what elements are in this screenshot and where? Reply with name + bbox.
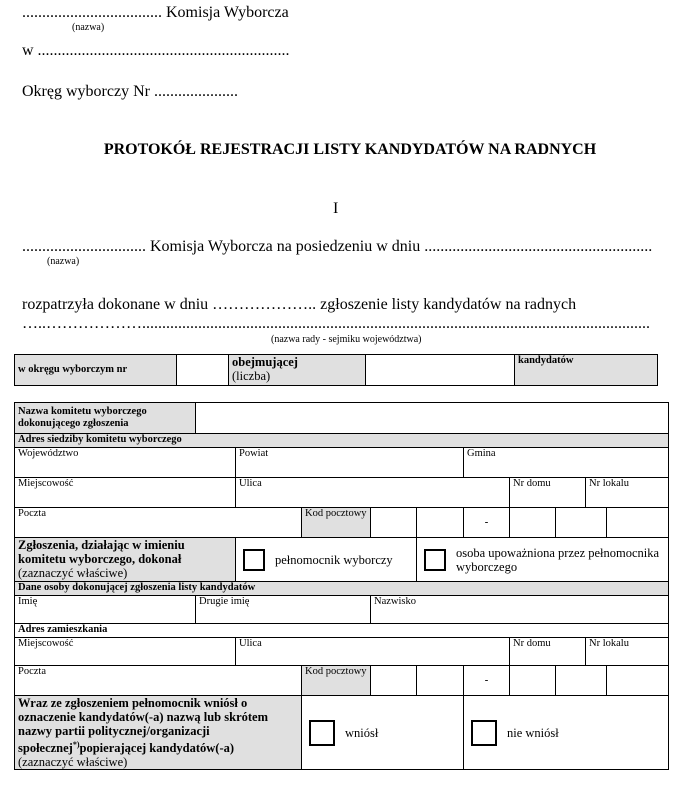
postal-code-digit-2[interactable] xyxy=(417,508,464,538)
dots-line: …..………………............................................................................................................................... xyxy=(22,315,650,332)
voivodeship-label: Województwo xyxy=(18,448,79,459)
first-name-label: Imię xyxy=(18,596,38,607)
residence-apartment-field[interactable] xyxy=(586,638,669,666)
proxy-option-label: pełnomocnik wyborczy xyxy=(275,552,393,567)
district-table xyxy=(14,354,658,386)
residence-locality-field[interactable] xyxy=(15,638,236,666)
committee-address-label: Adres siedziby komitetu wyborczego xyxy=(15,434,669,448)
not-requested-option-label: nie wniósł xyxy=(507,725,559,740)
house-number-label: Nr domu xyxy=(513,478,551,489)
authorized-option-label: osoba upoważniona przez pełnomocnika wyborczego xyxy=(456,545,660,574)
count-hint: (liczba) xyxy=(232,369,271,383)
option-proxy[interactable] xyxy=(236,538,417,582)
submitted-by-text: Zgłoszenia, działając w imieniu komitetu wyborczego, dokonał xyxy=(18,538,185,566)
postal-code-digit-3[interactable] xyxy=(510,508,556,538)
requested-option-label: wniósł xyxy=(345,725,379,740)
option-not-requested[interactable] xyxy=(464,696,669,770)
county-field[interactable] xyxy=(236,448,464,478)
location-line: w ............................................................... xyxy=(22,42,290,59)
second-name-field[interactable] xyxy=(196,596,371,624)
residence-postal-digit-1[interactable] xyxy=(371,666,417,696)
residence-street-label: Ulica xyxy=(239,638,262,649)
post-office-field[interactable] xyxy=(15,508,302,538)
residence-postal-digit-4[interactable] xyxy=(556,666,607,696)
residence-post-office-field[interactable] xyxy=(15,666,302,696)
apartment-number-field[interactable] xyxy=(586,478,669,508)
street-field[interactable] xyxy=(236,478,510,508)
candidates-count-label xyxy=(229,355,366,386)
option-authorized[interactable] xyxy=(417,538,669,582)
residence-label: Adres zamieszkania xyxy=(15,624,669,638)
residence-postal-dash: - xyxy=(464,666,510,696)
second-name-label: Drugie imię xyxy=(199,596,250,607)
committee-name-label: Nazwa komitetu wyborczego dokonującego zgłoszenia xyxy=(15,403,196,434)
mark-hint: (zaznaczyć właściwe) xyxy=(18,566,128,580)
option-requested[interactable] xyxy=(302,696,464,770)
locality-label: Miejscowość xyxy=(18,478,74,489)
locality-field[interactable] xyxy=(15,478,236,508)
first-name-field[interactable] xyxy=(15,596,196,624)
district-number-line: Okręg wyborczy Nr ..................... xyxy=(22,83,238,100)
covering-label: obejmującej xyxy=(232,355,298,369)
council-hint: (nazwa rady - sejmiku województwa) xyxy=(271,334,422,345)
residence-locality-label: Miejscowość xyxy=(18,638,74,649)
residence-house-number-label: Nr domu xyxy=(513,638,551,649)
postal-code-digit-5[interactable] xyxy=(607,508,669,538)
meeting-hint: (nazwa) xyxy=(47,256,80,267)
residence-postal-digit-2[interactable] xyxy=(417,666,464,696)
party-request-hint: (zaznaczyć właściwe) xyxy=(18,755,128,770)
residence-postal-code-label: Kod pocztowy xyxy=(302,666,371,696)
residence-house-number-field[interactable] xyxy=(510,638,586,666)
postal-code-digit-4[interactable] xyxy=(556,508,607,538)
municipality-label: Gmina xyxy=(467,448,496,459)
postal-code-digit-1[interactable] xyxy=(371,508,417,538)
submitted-by-label xyxy=(15,538,236,582)
residence-street-field[interactable] xyxy=(236,638,510,666)
considered-line: rozpatrzyła dokonane w dniu ……………….. zgłoszenie listy kandydatów na radnych xyxy=(22,296,577,313)
residence-postal-digit-5[interactable] xyxy=(607,666,669,696)
party-request-text-end: popierającej kandydatów(-a) xyxy=(79,741,235,756)
section-number: I xyxy=(333,200,339,217)
registration-form xyxy=(14,402,669,770)
county-label: Powiat xyxy=(239,448,269,459)
surname-label: Nazwisko xyxy=(374,596,416,607)
residence-postal-digit-3[interactable] xyxy=(510,666,556,696)
commission-name-line: ................................... Komisja Wyborcza xyxy=(22,4,289,21)
committee-name-field[interactable] xyxy=(196,403,669,434)
apartment-number-label: Nr lokalu xyxy=(589,478,629,489)
person-data-label: Dane osoby dokonującej zgłoszenia listy kandydatów xyxy=(15,582,669,596)
district-number-field[interactable] xyxy=(177,355,229,386)
district-number-label: w okręgu wyborczym nr xyxy=(15,355,177,386)
authorized-checkbox[interactable] xyxy=(424,549,446,571)
proxy-checkbox[interactable] xyxy=(243,549,265,571)
residence-apartment-label: Nr lokalu xyxy=(589,638,629,649)
party-request-text xyxy=(18,696,298,755)
postal-code-label: Kod pocztowy xyxy=(302,508,371,538)
page-title: PROTOKÓŁ REJESTRACJI LISTY KANDYDATÓW NA RADNYCH xyxy=(103,141,597,158)
requested-checkbox[interactable] xyxy=(309,720,335,746)
street-label: Ulica xyxy=(239,478,262,489)
commission-name-hint: (nazwa) xyxy=(72,22,105,33)
residence-post-office-label: Poczta xyxy=(18,666,46,677)
post-office-label: Poczta xyxy=(18,508,46,519)
house-number-field[interactable] xyxy=(510,478,586,508)
party-request-text-main: Wraz ze zgłoszeniem pełnomocnik wniósł o oznaczenie kandydatów(-a) nazwą lub skrótem nazwy partii politycznej/organizacji społecznej xyxy=(18,696,268,756)
municipality-field[interactable] xyxy=(464,448,669,478)
footnote-mark: *) xyxy=(72,740,80,749)
candidates-count-field[interactable] xyxy=(366,355,515,386)
candidates-label: kandydatów xyxy=(515,355,658,386)
voivodeship-field[interactable] xyxy=(15,448,236,478)
party-request-label xyxy=(15,696,302,770)
postal-code-dash: - xyxy=(464,508,510,538)
meeting-line: ............................... Komisja Wyborcza na posiedzeniu w dniu ......................................................... xyxy=(22,238,653,255)
not-requested-checkbox[interactable] xyxy=(471,720,497,746)
surname-field[interactable] xyxy=(371,596,669,624)
